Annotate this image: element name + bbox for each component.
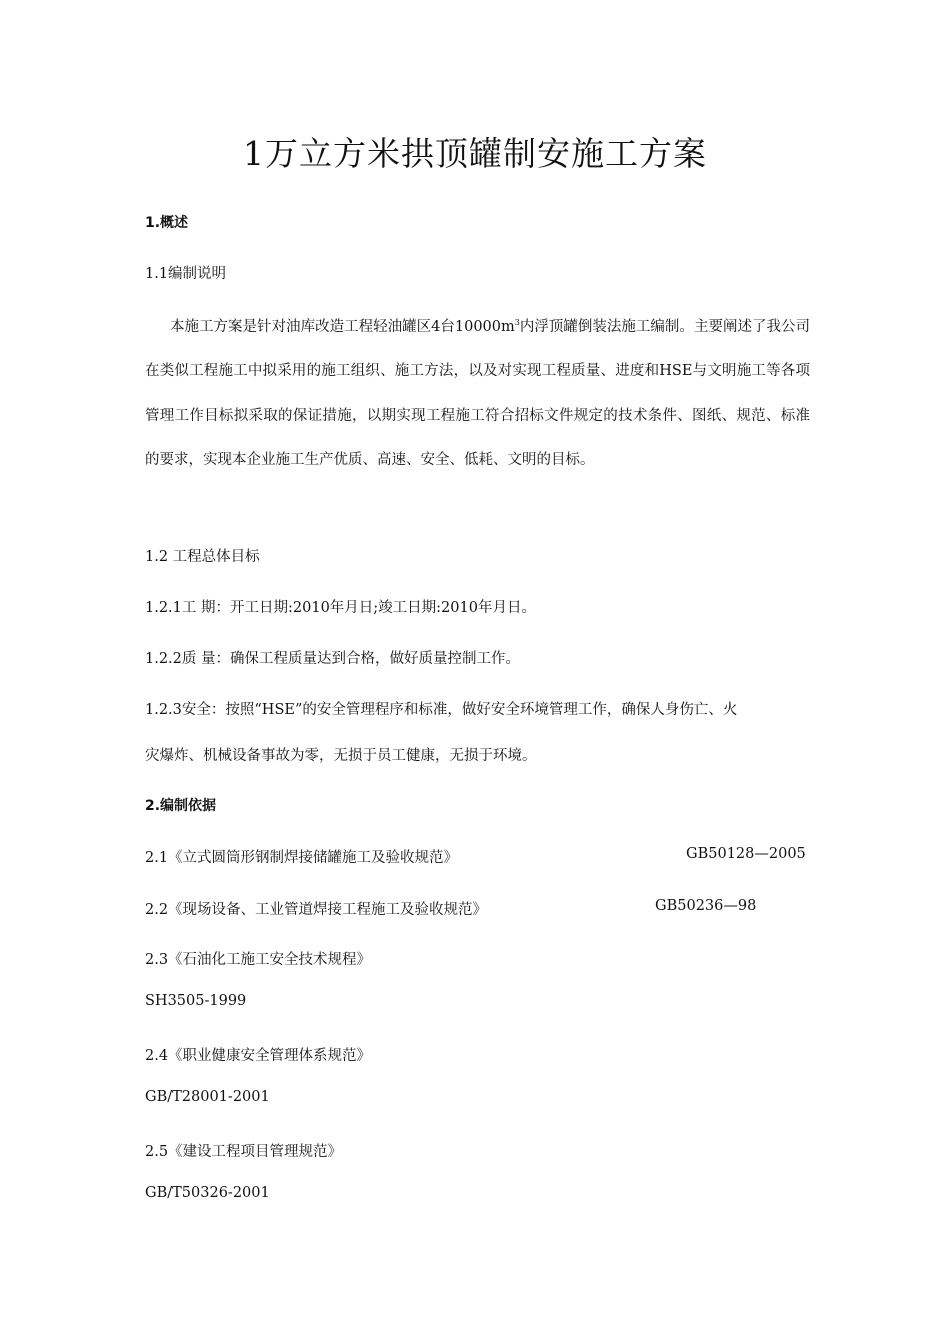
- paragraph-text-part-b: 内浮顶罐倒装法施工编制。主要阐述了我公司在类似工程施工中拟采用的施工组织、施工方法，以及对实现工程质量、进度和HSE与文明施工等各项管理工作目标拟采取的保证措施，以期实现工程施工符合招标文件规定的技术条件、图纸、规范、标准的要求，实现本企业施工生产优质、高速、安全、低耗、文明的目标。: [145, 318, 810, 469]
- section-heading-overview: 1.概述: [145, 215, 189, 231]
- goal-item-safety-line1: 1.2.3安全：按照“HSE”的安全管理程序和标准，做好安全环境管理工作，确保人身伤亡、火: [145, 702, 738, 718]
- document-title: 1万立方米拱顶罐制安施工方案: [243, 134, 707, 173]
- reference-code: GB/T50326-2001: [145, 1185, 270, 1201]
- reference-name: 2.3《石油化工施工安全技术规程》: [145, 952, 372, 968]
- section-heading-basis: 2.编制依据: [145, 798, 217, 814]
- goal-item-quality: 1.2.2质 量：确保工程质量达到合格，做好质量控制工作。: [145, 651, 521, 667]
- subsection-heading-overall-goals: 1.2 工程总体目标: [145, 549, 260, 565]
- subsection-heading-compilation-notes: 1.1编制说明: [145, 266, 227, 282]
- reference-code: GB50128—2005: [686, 846, 806, 862]
- reference-name: 2.1《立式圆筒形钢制焊接储罐施工及验收规范》: [145, 850, 459, 866]
- paragraph-compilation-notes: [145, 301, 810, 483]
- superscript-unit: 3: [514, 318, 520, 327]
- reference-code: GB50236—98: [655, 898, 757, 914]
- reference-code: GB/T28001-2001: [145, 1089, 270, 1105]
- goal-item-schedule: 1.2.1工 期：开工日期:2010年月日;竣工日期:2010年月日。: [145, 600, 536, 616]
- reference-name: 2.2《现场设备、工业管道焊接工程施工及验收规范》: [145, 902, 488, 918]
- reference-code: SH3505-1999: [145, 993, 247, 1009]
- reference-name: 2.4《职业健康安全管理体系规范》: [145, 1048, 372, 1064]
- reference-name: 2.5《建设工程项目管理规范》: [145, 1144, 343, 1160]
- paragraph-text-part-a: 本施工方案是针对油库改造工程轻油罐区4台10000m: [170, 318, 515, 335]
- goal-item-safety-line2: 灾爆炸、机械设备事故为零，无损于员工健康，无损于环境。: [145, 748, 537, 764]
